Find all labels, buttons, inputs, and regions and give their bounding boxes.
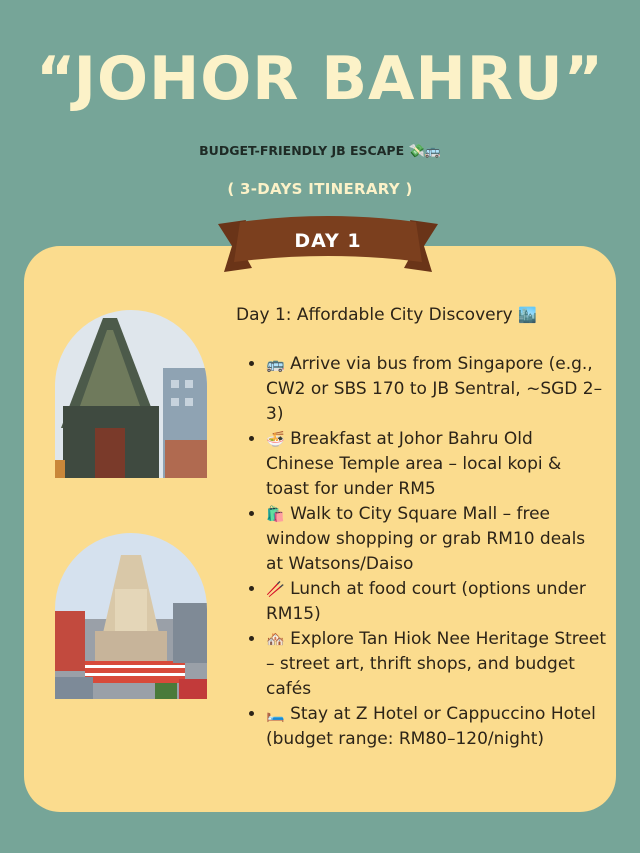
list-item [266,427,606,502]
bus-icon: 🚌 [266,355,285,373]
list-item [266,702,606,752]
list-item [266,352,606,427]
subtitle [0,143,640,159]
shopping-bags-icon: 🛍️ [266,505,285,523]
list-item-text: Breakfast at Johor Bahru Old Chinese Temple area – local kopi & toast for under RM5 [266,429,562,499]
houses-icon: 🏘️ [266,630,285,648]
chopsticks-icon: 🥢 [266,580,285,598]
city-icon: 🏙️ [518,306,537,324]
list-item [266,502,606,577]
subtitle-text: BUDGET-FRIENDLY JB ESCAPE [199,143,405,158]
noodle-bowl-icon: 🍜 [266,430,285,448]
itinerary-label: ( 3-DAYS ITINERARY ) [227,180,413,198]
list-item-text: Lunch at food court (options under RM15) [266,579,586,624]
day-title [236,305,537,325]
bed-icon: 🛏️ [266,705,285,723]
day-title-text: Day 1: Affordable City Discovery [236,305,513,325]
list-item [266,577,606,627]
money-bus-icon: 💸🚌 [408,144,441,159]
list-item-text: Stay at Z Hotel or Cappuccino Hotel (budget range: RM80–120/night) [266,704,596,749]
temple-photo [55,310,207,478]
list-item-text: Explore Tan Hiok Nee Heritage Street – street art, thrift shops, and budget cafés [266,629,606,699]
street-temple-photo [55,533,207,699]
list-item-text: Walk to City Square Mall – free window shopping or grab RM10 deals at Watsons/Daiso [266,504,586,574]
day-ribbon-label: DAY 1 [294,230,362,252]
list-item-text: Arrive via bus from Singapore (e.g., CW2 or SBS 170 to JB Sentral, ~SGD 2–3) [266,354,603,424]
page-title: “JOHOR BAHRU” [35,44,605,114]
day-items-list [242,352,606,752]
list-item [266,627,606,702]
